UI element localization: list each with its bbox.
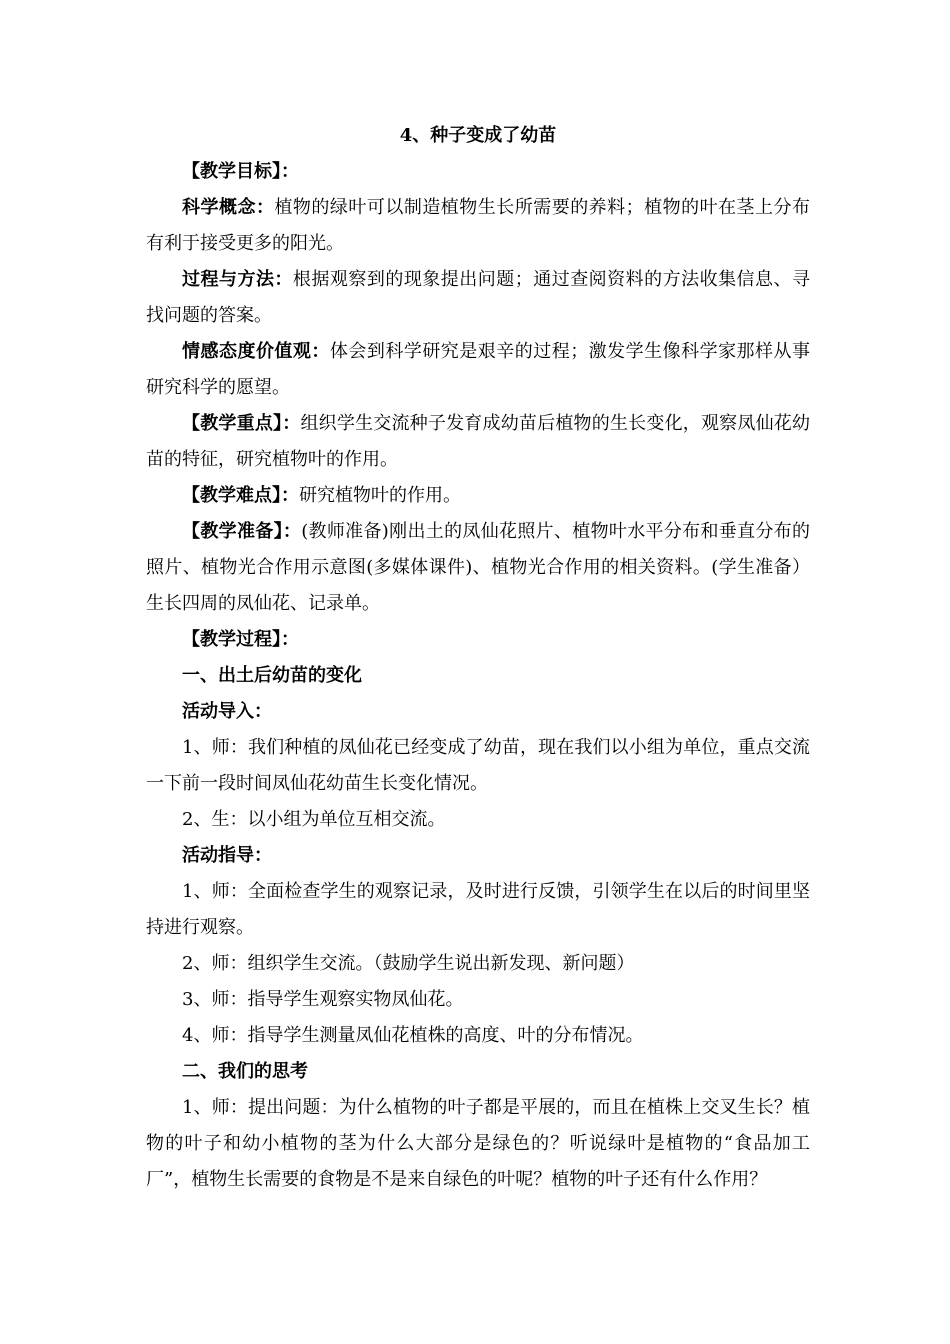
process-heading: 【教学过程】： <box>182 629 299 650</box>
method-paragraph <box>146 262 810 334</box>
preparation-paragraph <box>146 514 810 622</box>
difficulties-text: 研究植物叶的作用。 <box>299 485 461 506</box>
difficulties-label: 【教学难点】： <box>182 485 299 506</box>
section2-item-1: 1、师：提出问题：为什么植物的叶子都是平展的，而且在植株上交叉生长？植物的叶子和幼小植物的茎为什么大部分是绿色的？听说绿叶是植物的“食品加工厂”，植物生长需要的食物是不是来自绿色的叶呢？植物的叶子还有什么作用？ <box>146 1097 810 1190</box>
emotion-paragraph <box>146 334 810 406</box>
key-points-paragraph <box>146 406 810 478</box>
guide-heading: 活动指导： <box>182 845 272 866</box>
guide-item-4: 4、师：指导学生测量凤仙花植株的高度、叶的分布情况。 <box>182 1025 644 1046</box>
method-text: 根据观察到的现象提出问题；通过查阅资料的方法收集信息、寻找问题的答案。 <box>146 269 811 326</box>
guide-item-2: 2、师：组织学生交流。（鼓励学生说出新发现、新问题） <box>182 953 635 974</box>
document-title: 4、种子变成了幼苗 <box>399 125 557 146</box>
intro-heading: 活动导入： <box>182 701 272 722</box>
section1-heading: 一、出土后幼苗的变化 <box>182 665 362 686</box>
intro-item-1: 1、师：我们种植的凤仙花已经变成了幼苗，现在我们以小组为单位，重点交流一下前一段时间凤仙花幼苗生长变化情况。 <box>146 737 810 794</box>
section2-heading: 二、我们的思考 <box>182 1061 308 1082</box>
emotion-text: 体会到科学研究是艰辛的过程；激发学生像科学家那样从事研究科学的愿望。 <box>146 341 811 398</box>
method-label: 过程与方法： <box>182 269 293 290</box>
concept-text: 植物的绿叶可以制造植物生长所需要的养料；植物的叶在茎上分布有利于接受更多的阳光。 <box>146 197 811 254</box>
intro-item-2: 2、生：以小组为单位互相交流。 <box>182 809 446 830</box>
emotion-label: 情感态度价值观： <box>182 341 330 362</box>
concept-label: 科学概念： <box>182 197 275 218</box>
concept-paragraph <box>146 190 810 262</box>
guide-item-1: 1、师：全面检查学生的观察记录，及时进行反馈，引领学生在以后的时间里坚持进行观察。 <box>146 881 810 938</box>
objectives-heading: 【教学目标】： <box>182 161 299 182</box>
key-points-label: 【教学重点】： <box>182 413 301 434</box>
key-points-text: 组织学生交流种子发育成幼苗后植物的生长变化，观察凤仙花幼苗的特征，研究植物叶的作用。 <box>146 413 811 470</box>
guide-item-3: 3、师：指导学生观察实物凤仙花。 <box>182 989 464 1010</box>
preparation-text: (教师准备)刚出土的凤仙花照片、植物叶水平分布和垂直分布的照片、植物光合作用示意图(多媒体课件)、植物光合作用的相关资料。(学生准备）生长四周的凤仙花、记录单。 <box>146 521 811 614</box>
document-page <box>146 118 810 1198</box>
preparation-label: 【教学准备】： <box>182 521 302 542</box>
difficulties-paragraph <box>146 478 810 514</box>
